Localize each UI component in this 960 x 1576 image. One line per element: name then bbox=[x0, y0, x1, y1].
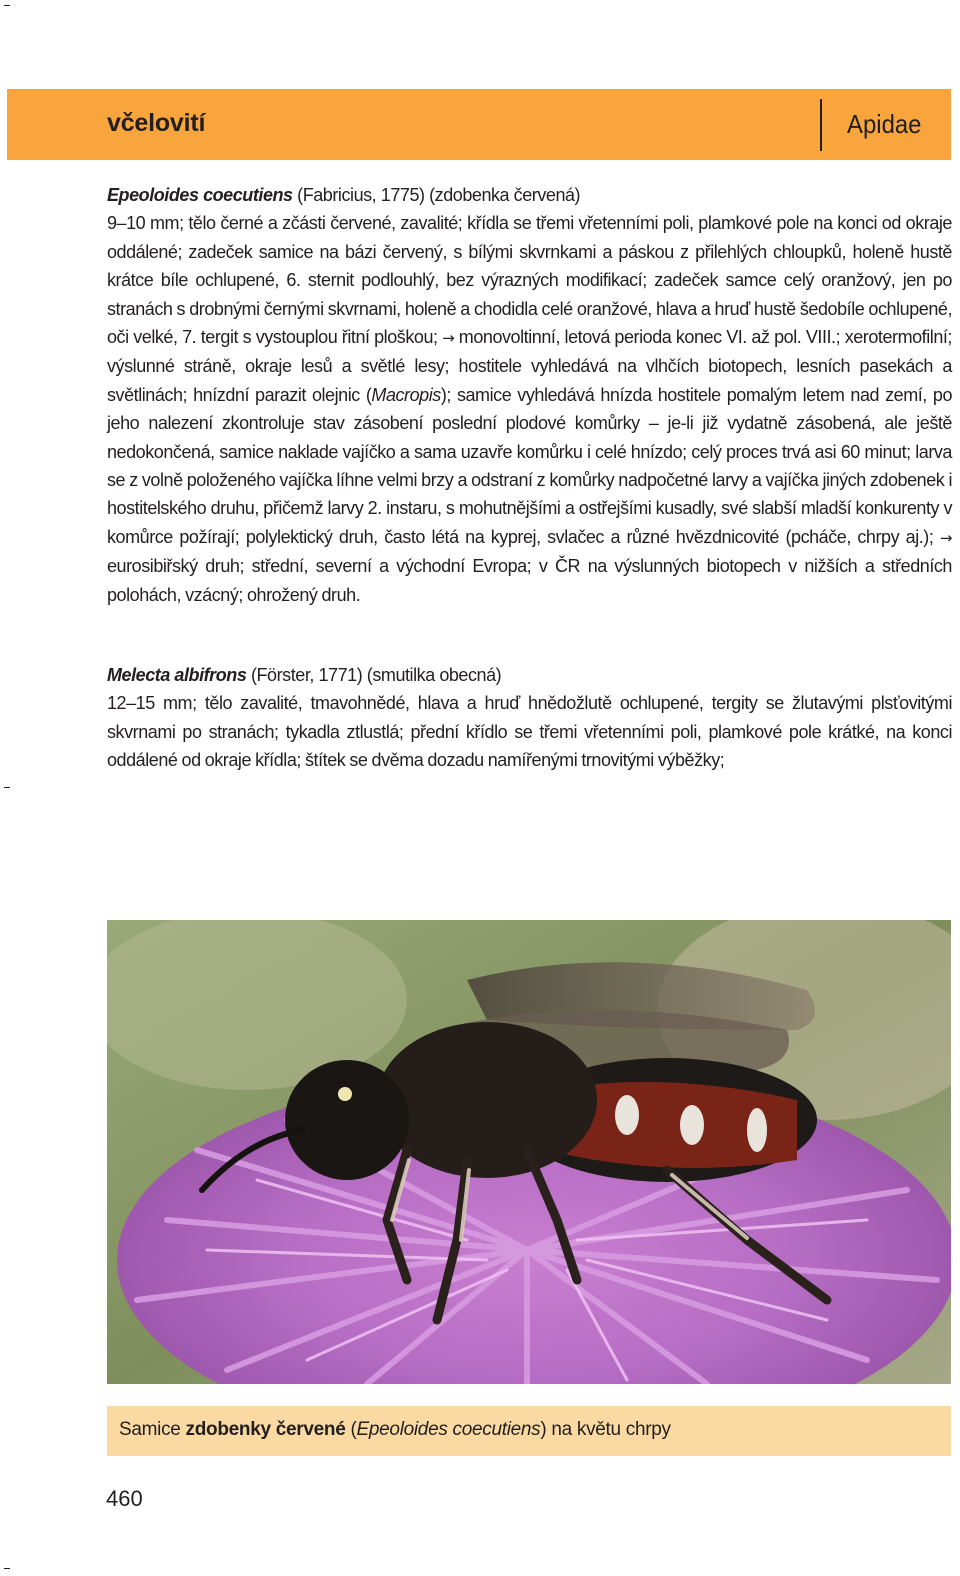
species-name: Melecta albifrons bbox=[107, 665, 247, 685]
species-entry-melecta bbox=[107, 661, 952, 775]
species-author-common-name: (Fabricius, 1775) (zdobenka červená) bbox=[292, 185, 581, 205]
caption-latin-name: Epeoloides coecutiens bbox=[356, 1419, 541, 1440]
page-number: 460 bbox=[106, 1486, 143, 1511]
arrow-icon: → bbox=[442, 329, 455, 348]
bee-on-cornflower-illustration bbox=[107, 920, 951, 1384]
species-description: 12–15 mm; tělo zavalité, tmavohnědé, hlava a hruď hnědožlutě ochlupené, tergity se žlutavými plsťovitými skvrnami po stranách; tykadla ztlustlá; přední křídlo se třemi vřetenními poli, plamkové pole krátké, na konci oddálené od okraje křídla; štítek se dvěma dozadu namířenými trnovitými výběžky; bbox=[107, 693, 952, 771]
species-heading bbox=[107, 181, 952, 209]
arrow-icon: → bbox=[939, 528, 952, 547]
species-description: 9–10 mm; tělo černé a zčásti červené, zavalité; křídla se třemi vřetenními poli, plamkové pole na konci od okraje oddálené; zadeček samice na bázi červený, s bílými skvrnkami a páskou z přilehlých chloupků, holeně hustě krátce bíle ochlupené, 6. sternit podlouhlý, bez výrazných modifikací; zadeček samce celý oranžový, jen po stranách s drobnými černými skvrnami, holeně a chodidla celé oranžové, hlava a hruď hustě šedobíle ochlupené, oči velké, 7. tergit s vystouplou řitní ploškou; → monovoltinní, letová perioda konec VI. až pol. VIII.; xerotermofilní; výslunné stráně, okraje lesů a světlé lesy; hostitele vyhledává na vlhčích biotopech, lesních pasekách a světlinách; hnízdní parazit olejnic (Macropis); samice vyhledává hnízda hostitele pomalým letem nad zemí, po jeho nalezení zkontroluje stav zásobení poslední plodové komůrky – je-li již vydatně zásobená, ale ještě nedokončená, samice naklade vajíčko a sama uzavře komůrku i celé hnízdo; celý proces trvá asi 60 minut; larva se z volně položeného vajíčka líhne velmi brzy a odstraní z komůrky nadpočetné larvy a vajíčka jiných zdobenek i hostitelského druhu, přičemž larvy 2. instaru, s mohutnějšími a ostřejšími kusadly, své slabší mladší konkurenty v komůrce požírají; polylektický druh, často létá na kyprej, svlačec a různé hvězdnicovité (pcháče, chrpy aj.); → eurosibiřský druh; střední, severní a východní Evropa; v ČR na výslunných biotopech v nižších a středních polohách, vzácný; ohrožený druh. bbox=[107, 213, 953, 605]
crop-mark-bottom bbox=[4, 1568, 10, 1569]
species-entry-epeoloides bbox=[107, 181, 952, 609]
species-author-common-name: (Förster, 1771) (smutilka obecná) bbox=[246, 665, 502, 685]
species-heading bbox=[107, 661, 952, 689]
photo-caption: Samice zdobenky červené (Epeoloides coecutiens) na květu chrpy bbox=[119, 1419, 671, 1440]
species-name: Epeoloides coecutiens bbox=[107, 185, 293, 205]
host-genus: Macropis bbox=[371, 384, 441, 405]
family-latin-name: Apidae bbox=[847, 109, 922, 139]
section-header-band bbox=[7, 89, 951, 160]
bee-on-flower-photo bbox=[107, 920, 951, 1384]
crop-mark-top bbox=[4, 5, 10, 6]
family-czech-name: včelovití bbox=[107, 109, 206, 137]
caption-common-name: zdobenky červené bbox=[185, 1419, 346, 1440]
photo-caption-band bbox=[107, 1406, 951, 1456]
header-divider bbox=[820, 99, 822, 151]
crop-mark-middle bbox=[4, 787, 10, 788]
